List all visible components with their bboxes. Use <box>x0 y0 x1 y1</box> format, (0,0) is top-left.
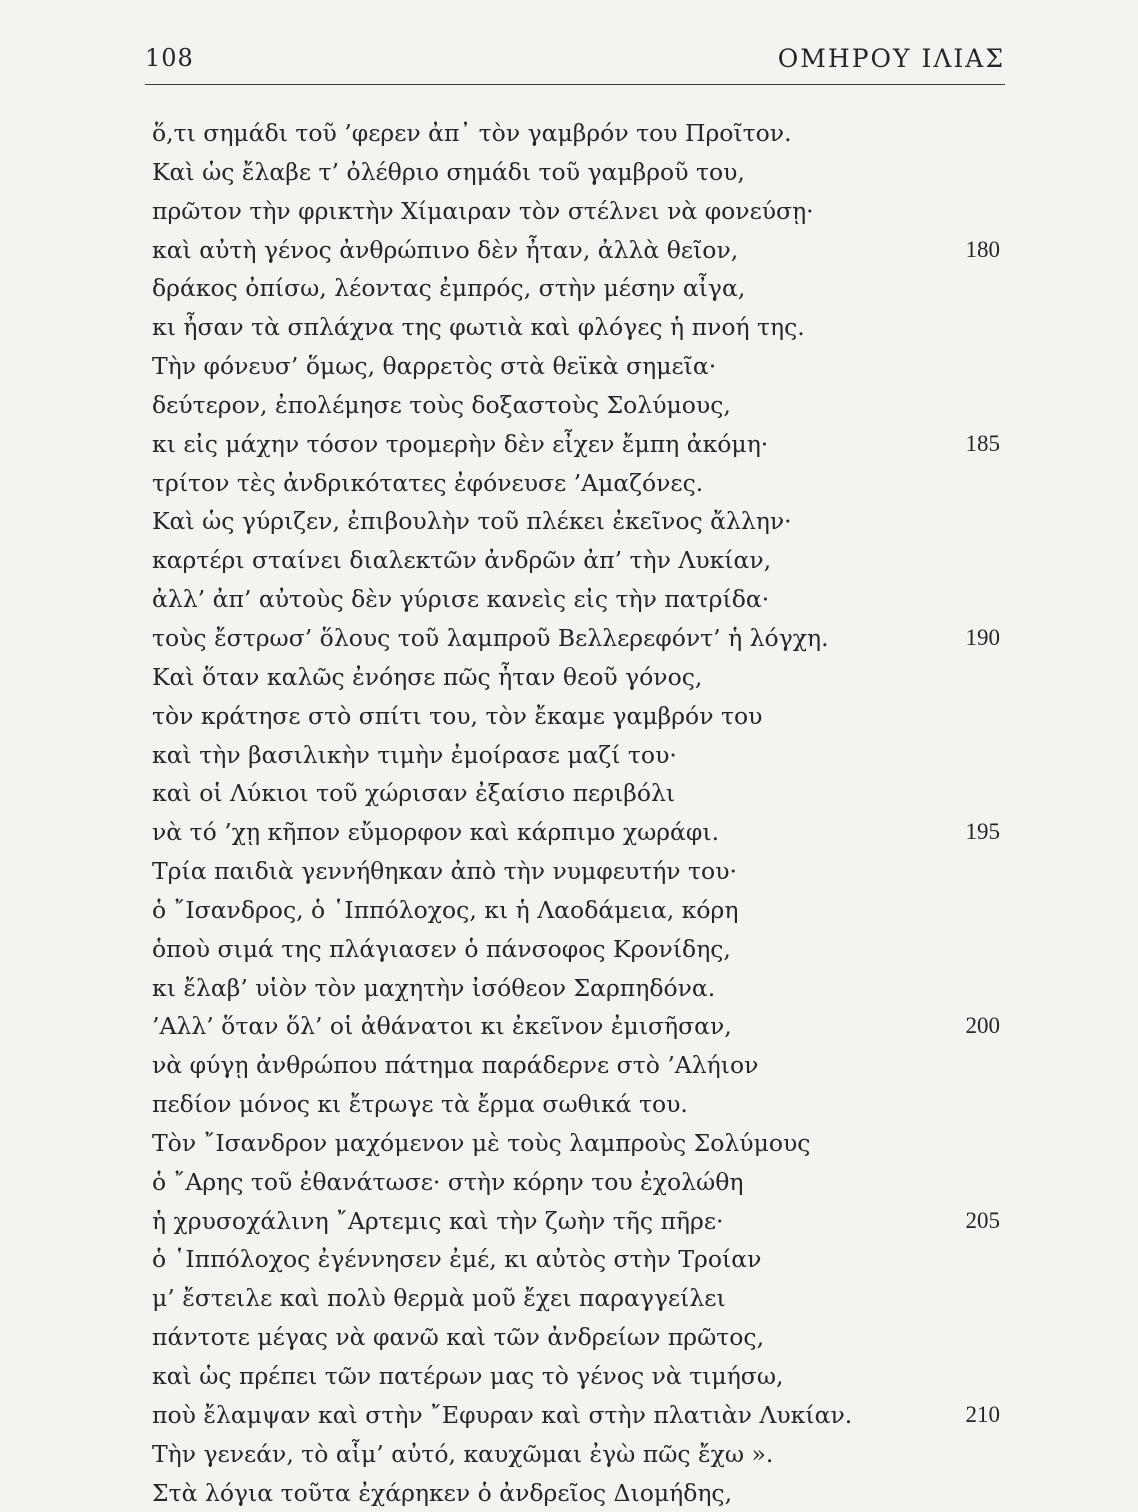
verse-line <box>152 1396 1012 1435</box>
verse-line <box>152 464 1012 503</box>
verse-line <box>152 1435 1012 1474</box>
verse-text: πεδίον μόνος κι ἔτρωγε τὰ ἔρμα σωθικά του. <box>152 1090 688 1119</box>
verse-text: νὰ τό ’χῃ κῆπον εὔμορφον καὶ κάρπιμο χωράφι. <box>152 818 720 847</box>
verse-text: Στὰ λόγια τοῦτα ἐχάρηκεν ὁ ἀνδρεῖος Διομήδης, <box>152 1478 733 1507</box>
verse-line <box>152 1240 1012 1279</box>
verse-line <box>152 1357 1012 1396</box>
verse-line <box>152 852 1012 891</box>
verse-text: ποὺ ἔλαμψαν καὶ στὴν ῎Εφυραν καὶ στὴν πλατιὰν Λυκίαν. <box>152 1400 853 1429</box>
verse-line <box>152 1007 1012 1046</box>
verse-text: καὶ αὐτὴ γένος ἀνθρώπινο δὲν ἦταν, ἀλλὰ θεῖον, <box>152 235 739 264</box>
verse-text: καρτέρι σταίνει διαλεκτῶν ἀνδρῶν ἀπ’ τὴν Λυκίαν, <box>152 546 772 575</box>
verse-line <box>152 231 1012 270</box>
verse-line <box>152 1318 1012 1357</box>
verse-line <box>152 1474 1012 1512</box>
line-number: 210 <box>965 1401 1000 1427</box>
verse-line <box>152 736 1012 775</box>
running-title: ΟΜΗΡΟΥ ΙΛΙΑΣ <box>777 44 1005 73</box>
verse-line <box>152 1163 1012 1202</box>
verse-line <box>152 930 1012 969</box>
verse-text: Καὶ ὡς ἔλαβε τ’ ὀλέθριο σημάδι τοῦ γαμβροῦ του, <box>152 157 745 186</box>
verse-text: καὶ ὡς πρέπει τῶν πατέρων μας τὸ γένος νὰ τιμήσω, <box>152 1362 784 1390</box>
verse-line <box>152 1085 1012 1124</box>
verse-text: Τὴν γενεάν, τὸ αἷμ’ αὐτό, καυχῶμαι ἐγὼ πῶς ἔχω ». <box>152 1439 774 1468</box>
verse-text: Καὶ ὅταν καλῶς ἐνόησε πῶς ἦταν θεοῦ γόνος, <box>152 662 703 691</box>
verse-line <box>152 192 1012 231</box>
line-number: 205 <box>965 1207 1000 1233</box>
verse-text: ὁποὺ σιμά της πλάγιασεν ὁ πάνσοφος Κρονίδης, <box>152 934 731 963</box>
line-number: 195 <box>965 819 1000 845</box>
verse-line <box>152 347 1012 386</box>
verse-line <box>152 1046 1012 1085</box>
verse-block <box>152 114 1012 1512</box>
line-number: 180 <box>965 236 1000 262</box>
verse-text: ὁ ῾Ιππόλοχος ἐγέννησεν ἐμέ, κι αὐτὸς στὴν Τροίαν <box>152 1245 762 1274</box>
verse-line <box>152 269 1012 308</box>
verse-text: Καὶ ὡς γύριζεν, ἐπιβουλὴν τοῦ πλέκει ἐκεῖνος ἄλλην· <box>152 507 792 536</box>
verse-text: πρῶτον τὴν φρικτὴν Χίμαιραν τὸν στέλνει νὰ φονεύσῃ· <box>152 196 814 225</box>
verse-line <box>152 697 1012 736</box>
verse-text: μ’ ἔστειλε καὶ πολὺ θερμὰ μοῦ ἔχει παραγγείλει <box>152 1284 726 1313</box>
verse-text: καὶ τὴν βασιλικὴν τιμὴν ἐμοίρασε μαζί του· <box>152 740 677 769</box>
verse-text: τρίτον τὲς ἀνδρικότατες ἐφόνευσε ’Αμαζόνες. <box>152 468 704 497</box>
verse-text: Τρία παιδιὰ γεννήθηκαν ἀπὸ τὴν νυμφευτήν του· <box>152 857 737 886</box>
verse-line <box>152 425 1012 464</box>
verse-line <box>152 580 1012 619</box>
verse-line <box>152 1124 1012 1163</box>
verse-text: Τὴν φόνευσ’ ὅμως, θαρρετὸς στὰ θεϊκὰ σημεῖα· <box>152 352 717 381</box>
verse-text: δράκος ὀπίσω, λέοντας ἐμπρός, στὴν μέσην αἶγα, <box>152 274 746 303</box>
verse-line <box>152 619 1012 658</box>
verse-line <box>152 386 1012 425</box>
verse-line <box>152 541 1012 580</box>
verse-line <box>152 891 1012 930</box>
line-number: 200 <box>965 1013 1000 1039</box>
verse-line <box>152 774 1012 813</box>
line-number: 185 <box>965 430 1000 456</box>
verse-text: Τὸν ῎Ισανδρον μαχόμενον μὲ τοὺς λαμπροὺς Σολύμους <box>152 1128 811 1157</box>
verse-line <box>152 502 1012 541</box>
verse-text: κι ἦσαν τὰ σπλάχνα της φωτιὰ καὶ φλόγες ἡ πνοή της. <box>152 313 805 342</box>
verse-text: κι εἰς μάχην τόσον τρομερὴν δὲν εἶχεν ἔμπη ἀκόμη· <box>152 429 769 458</box>
line-number: 190 <box>965 624 1000 650</box>
verse-text: ἡ χρυσοχάλινη ῎Αρτεμις καὶ τὴν ζωὴν τῆς πῆρε· <box>152 1206 724 1235</box>
page-number: 108 <box>145 44 194 72</box>
verse-line <box>152 308 1012 347</box>
verse-text: κι ἔλαβ’ υἱὸν τὸν μαχητὴν ἰσόθεον Σαρπηδόνα. <box>152 973 716 1002</box>
verse-text: νὰ φύγῃ ἀνθρώπου πάτημα παράδερνε στὸ ’Αλήιον <box>152 1051 759 1080</box>
verse-line <box>152 658 1012 697</box>
header-rule <box>145 84 1005 85</box>
verse-text: δεύτερον, ἐπολέμησε τοὺς δοξαστοὺς Σολύμους, <box>152 390 731 419</box>
verse-line <box>152 153 1012 192</box>
verse-line <box>152 114 1012 153</box>
verse-text: ὁ ῎Αρης τοῦ ἐθανάτωσε· στὴν κόρην του ἐχολώθη <box>152 1167 744 1196</box>
verse-text: καὶ οἱ Λύκιοι τοῦ χώρισαν ἐξαίσιο περιβόλι <box>152 779 676 808</box>
verse-text: πάντοτε μέγας νὰ φανῶ καὶ τῶν ἀνδρείων πρῶτος, <box>152 1323 765 1352</box>
verse-line <box>152 813 1012 852</box>
verse-text: ’Αλλ’ ὅταν ὅλ’ οἱ ἀθάνατοι κι ἐκεῖνον ἐμισῆσαν, <box>152 1012 732 1041</box>
verse-text: ἀλλ’ ἀπ’ αὐτοὺς δὲν γύρισε κανεὶς εἰς τὴν πατρίδα· <box>152 585 770 614</box>
verse-line <box>152 969 1012 1008</box>
verse-line <box>152 1202 1012 1241</box>
page-header <box>145 44 1005 88</box>
verse-line <box>152 1279 1012 1318</box>
verse-text: τὸν κράτησε στὸ σπίτι του, τὸν ἔκαμε γαμβρόν του <box>152 701 763 730</box>
verse-text: τοὺς ἔστρωσ’ ὅλους τοῦ λαμπροῦ Βελλερεφόντ’ ἡ λόγχη. <box>152 623 829 652</box>
verse-text: ὁ ῎Ισανδρος, ὁ ῾Ιππόλοχος, κι ἡ Λαοδάμεια, κόρη <box>152 895 739 924</box>
verse-text: ὅ,τι σημάδι τοῦ ’φερεν ἀπ᾿ τὸν γαμβρόν του Προῖτον. <box>152 119 792 147</box>
